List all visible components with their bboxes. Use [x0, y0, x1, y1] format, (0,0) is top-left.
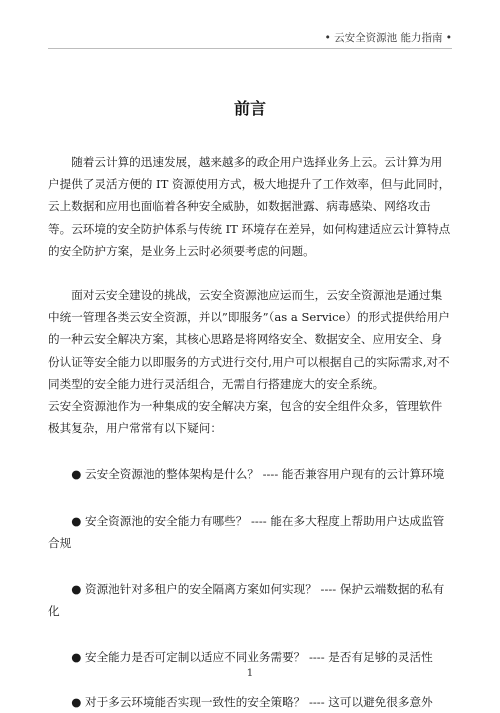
spacer — [48, 486, 452, 510]
spacer — [48, 439, 452, 463]
body-text — [48, 151, 452, 713]
bullet-item: ● 资源池针对多租户的安全隔离方案如何实现？ ---- 保护云端数据的私有化 — [48, 582, 445, 619]
bullet-item: ● 安全资源池的安全能力有哪些？ ---- 能在多大程度上帮助用户达成监管合规 — [48, 513, 445, 550]
bullet-item: ● 云安全资源池的整体架构是什么？ ---- 能否兼容用户现有的云计算环境 — [71, 467, 445, 482]
bullet-item: ● 对于多云环境能否实现一致性的安全策略？ ---- 这可以避免很多意外 — [71, 694, 433, 709]
header-divider — [48, 48, 452, 49]
paragraph-challenge: 面对云安全建设的挑战，云安全资源池应运而生，云安全资源池是通过集中统一管理各类云安全资源，并以”即服务”（as a Service）的形式提供给用户的一种云安全解决方案，其核心思路是将网络安全、数据安全、应用安全、身份认证等安全能力以即服务的方式进行交付,用户可以根据自己的实际需求,对不同类型的安全能力进行灵活组合，无需自行搭建庞大的安全系统。 — [48, 288, 450, 391]
running-header: • 云安全资源池 能力指南 • — [324, 32, 452, 44]
page-title: 前言 — [233, 99, 266, 118]
spacer — [48, 262, 452, 284]
spacer — [48, 554, 452, 578]
spacer — [48, 622, 452, 646]
bullet-item: ● 安全能力是否可定制以适应不同业务需要？ ---- 是否有足够的灵活性 — [71, 650, 433, 665]
paragraph-questions: 云安全资源池作为一种集成的安全解决方案，包含的安全组件众多，管理软件极其复杂，用户常常有以下疑问： — [48, 399, 443, 436]
page-number: 1 — [246, 667, 254, 679]
paragraph-intro: 随着云计算的迅速发展，越来越多的政企用户选择业务上云。云计算为用户提供了灵活方便的 IT 资源使用方式，极大地提升了工作效率，但与此同时，云上数据和应用也面临着各种安全威胁，如数据泄露、病毒感染、网络攻击等。云环境的安全防护体系与传统 IT 环境存在差异，如何构建适应云计算特点的安全防护方案，是业务上云时必须要考虑的问题。 — [48, 155, 451, 258]
